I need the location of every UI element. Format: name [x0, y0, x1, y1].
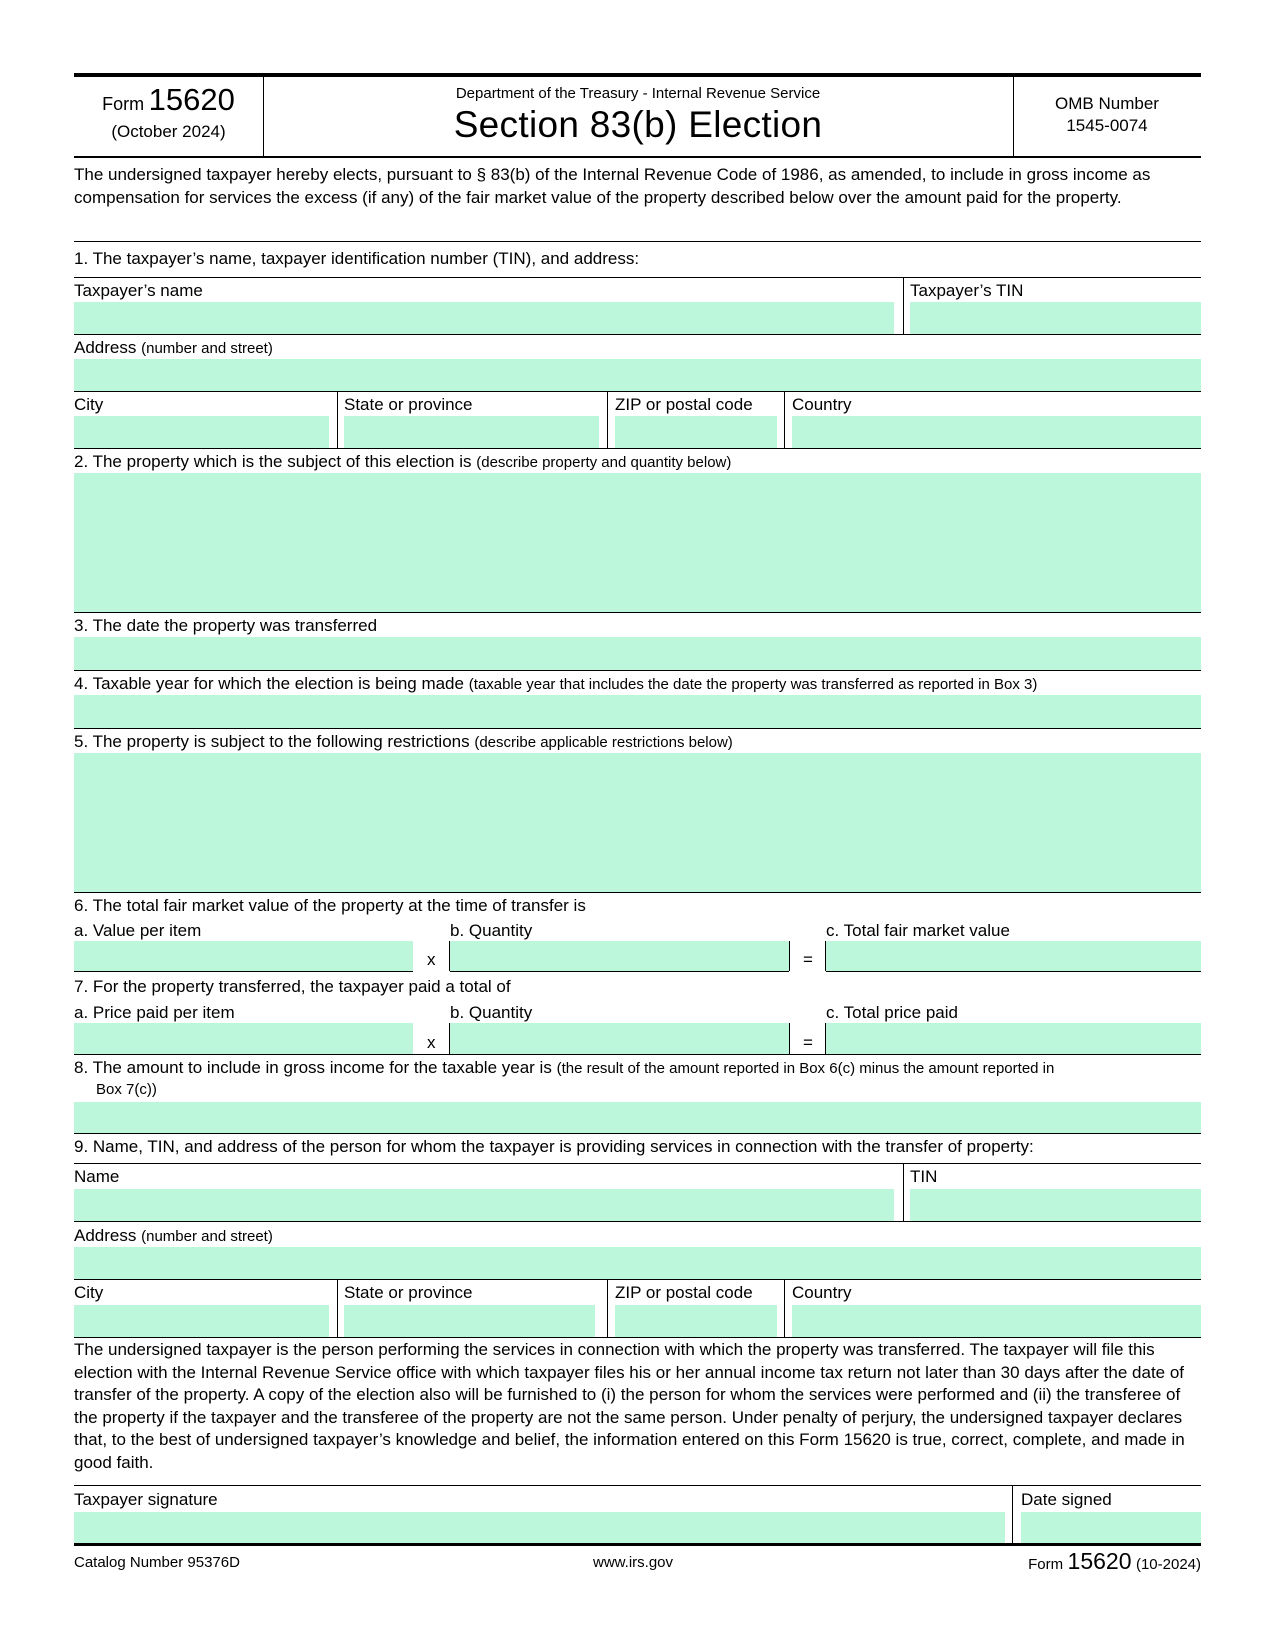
rule	[74, 1485, 1201, 1486]
recipient-zip-field[interactable]	[615, 1305, 777, 1337]
recipient-name-label: Name	[74, 1167, 120, 1186]
line6c-label: c. Total fair market value	[826, 921, 1010, 940]
line7b-label: b. Quantity	[450, 1003, 533, 1022]
rule	[74, 241, 1201, 242]
line4-label-text: 4. Taxable year for which the election is being made	[74, 674, 464, 693]
taxpayer-country-field[interactable]	[792, 416, 1201, 448]
taxpayer-zip-field[interactable]	[615, 416, 777, 448]
multiply-sign: x	[427, 950, 436, 969]
taxpayer-tin-label: Taxpayer’s TIN	[910, 281, 1024, 300]
address-label-note: (number and street)	[141, 1228, 273, 1245]
rule	[74, 892, 1201, 893]
line2-label-note: (describe property and quantity below)	[476, 454, 732, 471]
taxable-year-field[interactable]	[74, 695, 1201, 728]
form-date: (October 2024)	[111, 122, 226, 141]
fmv-quantity-field[interactable]	[450, 941, 789, 971]
price-per-item-field[interactable]	[74, 1023, 413, 1054]
rule	[826, 971, 1201, 972]
rule	[450, 971, 789, 972]
line2-label	[74, 452, 731, 473]
line8-label-note-continued: Box 7(c))	[96, 1081, 157, 1098]
divider	[1012, 1485, 1013, 1543]
rule	[74, 391, 1201, 392]
total-price-paid-field[interactable]	[826, 1023, 1201, 1054]
address-label-text: Address	[74, 1226, 137, 1245]
rule	[74, 1054, 1201, 1055]
form-number: 15620	[148, 82, 235, 117]
equals-sign: =	[803, 1033, 813, 1052]
recipient-tin-field[interactable]	[910, 1189, 1201, 1221]
recipient-address-label	[74, 1226, 273, 1247]
line9-label: 9. Name, TIN, and address of the person for whom the taxpayer is providing services in connection with the transfer of property:	[74, 1137, 1034, 1156]
omb-label: OMB Number	[1055, 94, 1159, 113]
line5-label-note: (describe applicable restrictions below)	[474, 734, 733, 751]
divider	[449, 941, 450, 971]
line4-label	[74, 674, 1037, 695]
irs-website: www.irs.gov	[593, 1554, 674, 1571]
divider	[903, 277, 904, 334]
taxpayer-name-field[interactable]	[74, 302, 894, 334]
line1-label: 1. The taxpayer’s name, taxpayer identification number (TIN), and address:	[74, 249, 640, 268]
signature-label: Taxpayer signature	[74, 1490, 218, 1509]
omb-block	[1013, 93, 1201, 137]
divider	[789, 1023, 790, 1054]
divider	[903, 1163, 904, 1221]
footer-form-id	[1028, 1547, 1201, 1579]
rule	[74, 670, 1201, 671]
rule	[74, 334, 1201, 335]
recipient-country-field[interactable]	[792, 1305, 1201, 1337]
taxpayer-tin-field[interactable]	[910, 302, 1201, 334]
catalog-number: Catalog Number 95376D	[74, 1554, 240, 1571]
line7-label: 7. For the property transferred, the taxpayer paid a total of	[74, 977, 511, 996]
taxpayer-city-label: City	[74, 395, 104, 414]
line8-label	[74, 1058, 1054, 1079]
line5-label	[74, 732, 733, 753]
divider	[337, 1279, 338, 1337]
recipient-country-label: Country	[792, 1283, 852, 1302]
divider	[337, 391, 338, 448]
multiply-sign: x	[427, 1033, 436, 1052]
transfer-date-field[interactable]	[74, 637, 1201, 670]
omb-number: 1545-0074	[1066, 116, 1148, 135]
line2-label-text: 2. The property which is the subject of this election is	[74, 452, 472, 471]
line6a-label: a. Value per item	[74, 921, 202, 940]
taxpayer-zip-label: ZIP or postal code	[615, 395, 753, 414]
footer-form-number: 15620	[1067, 1548, 1132, 1574]
taxpayer-name-label: Taxpayer’s name	[74, 281, 203, 300]
taxpayer-country-label: Country	[792, 395, 852, 414]
total-fmv-field[interactable]	[826, 941, 1201, 971]
line7a-label: a. Price paid per item	[74, 1003, 235, 1022]
divider	[784, 391, 785, 448]
recipient-city-label: City	[74, 1283, 104, 1302]
property-description-field[interactable]	[74, 473, 1201, 612]
address-label-note: (number and street)	[141, 340, 273, 357]
value-per-item-field[interactable]	[74, 941, 413, 971]
divider	[784, 1279, 785, 1337]
divider	[607, 1279, 608, 1337]
declaration-text: The undersigned taxpayer is the person performing the services in connection with which the property was transferred. The taxpayer will file this election with the Internal Revenue Service office with which taxpayer files his or her annual income tax return not later than 30 days after the date of transfer of the property. A copy of the election also will be furnished to (i) the person for whom the services were performed and (ii) the transferee of the property if the taxpayer and the transferee of the property are not the same person. Under penalty of perjury, the undersigned taxpayer declares that, to the best of undersigned taxpayer’s knowledge and belief, the information entered on this Form 15620 is true, correct, complete, and made in good faith.	[74, 1340, 1185, 1472]
recipient-address-field[interactable]	[74, 1247, 1201, 1279]
rule	[74, 277, 1201, 278]
taxpayer-state-label: State or province	[344, 395, 473, 414]
rule	[74, 1279, 1201, 1280]
line6-label: 6. The total fair market value of the property at the time of transfer is	[74, 896, 586, 915]
rule	[74, 1337, 1201, 1338]
gross-income-amount-field[interactable]	[74, 1102, 1201, 1133]
taxpayer-state-field[interactable]	[344, 416, 599, 448]
line7c-label: c. Total price paid	[826, 1003, 958, 1022]
recipient-tin-label: TIN	[910, 1167, 938, 1186]
line8-label-text: 8. The amount to include in gross income for the taxable year is	[74, 1058, 552, 1077]
line4-label-note: (taxable year that includes the date the property was transferred as reported in Box 3)	[468, 676, 1038, 693]
intro-text: The undersigned taxpayer hereby elects, pursuant to § 83(b) of the Internal Revenue Code of 1986, as amended, to include in gross income as compensation for services the excess (if any) of the fair market value of the property described below over the amount paid for the property.	[74, 165, 1151, 207]
recipient-name-field[interactable]	[74, 1189, 894, 1221]
line5-label-text: 5. The property is subject to the following restrictions	[74, 732, 470, 751]
header-bottom-rule	[74, 156, 1201, 158]
rule	[74, 448, 1201, 449]
header-top-rule	[74, 73, 1201, 77]
rule	[74, 1133, 1201, 1134]
recipient-zip-label: ZIP or postal code	[615, 1283, 753, 1302]
date-signed-field[interactable]	[1021, 1512, 1201, 1543]
department-name: Department of the Treasury - Internal Revenue Service	[455, 85, 821, 102]
line6b-label: b. Quantity	[450, 921, 533, 940]
taxpayer-signature-field[interactable]	[74, 1512, 1005, 1543]
rule	[74, 612, 1201, 613]
divider	[449, 1023, 450, 1054]
form-title: Section 83(b) Election	[453, 104, 823, 145]
form-word: Form	[102, 94, 145, 114]
equals-sign: =	[803, 950, 813, 969]
taxpayer-address-label	[74, 338, 273, 359]
divider	[789, 941, 790, 971]
title-block	[263, 85, 1013, 147]
recipient-state-field[interactable]	[344, 1305, 595, 1337]
line3-label: 3. The date the property was transferred	[74, 616, 378, 635]
rule	[74, 1163, 1201, 1164]
recipient-city-field[interactable]	[74, 1305, 329, 1337]
form-id-block	[74, 83, 263, 141]
date-signed-label: Date signed	[1021, 1490, 1112, 1509]
rule	[74, 728, 1201, 729]
divider	[825, 941, 826, 971]
line8-label-note: (the result of the amount reported in Box 6(c) minus the amount reported in	[556, 1060, 1055, 1077]
taxpayer-address-field[interactable]	[74, 359, 1201, 391]
recipient-state-label: State or province	[344, 1283, 473, 1302]
restrictions-field[interactable]	[74, 753, 1201, 892]
divider	[607, 391, 608, 448]
footer-top-rule	[74, 1543, 1201, 1546]
footer-revision: (10-2024)	[1135, 1556, 1201, 1573]
paid-quantity-field[interactable]	[450, 1023, 789, 1054]
divider	[825, 1023, 826, 1054]
footer-form-word: Form	[1028, 1556, 1064, 1573]
rule	[74, 971, 413, 972]
rule	[74, 1221, 1201, 1222]
taxpayer-city-field[interactable]	[74, 416, 329, 448]
address-label-text: Address	[74, 338, 137, 357]
